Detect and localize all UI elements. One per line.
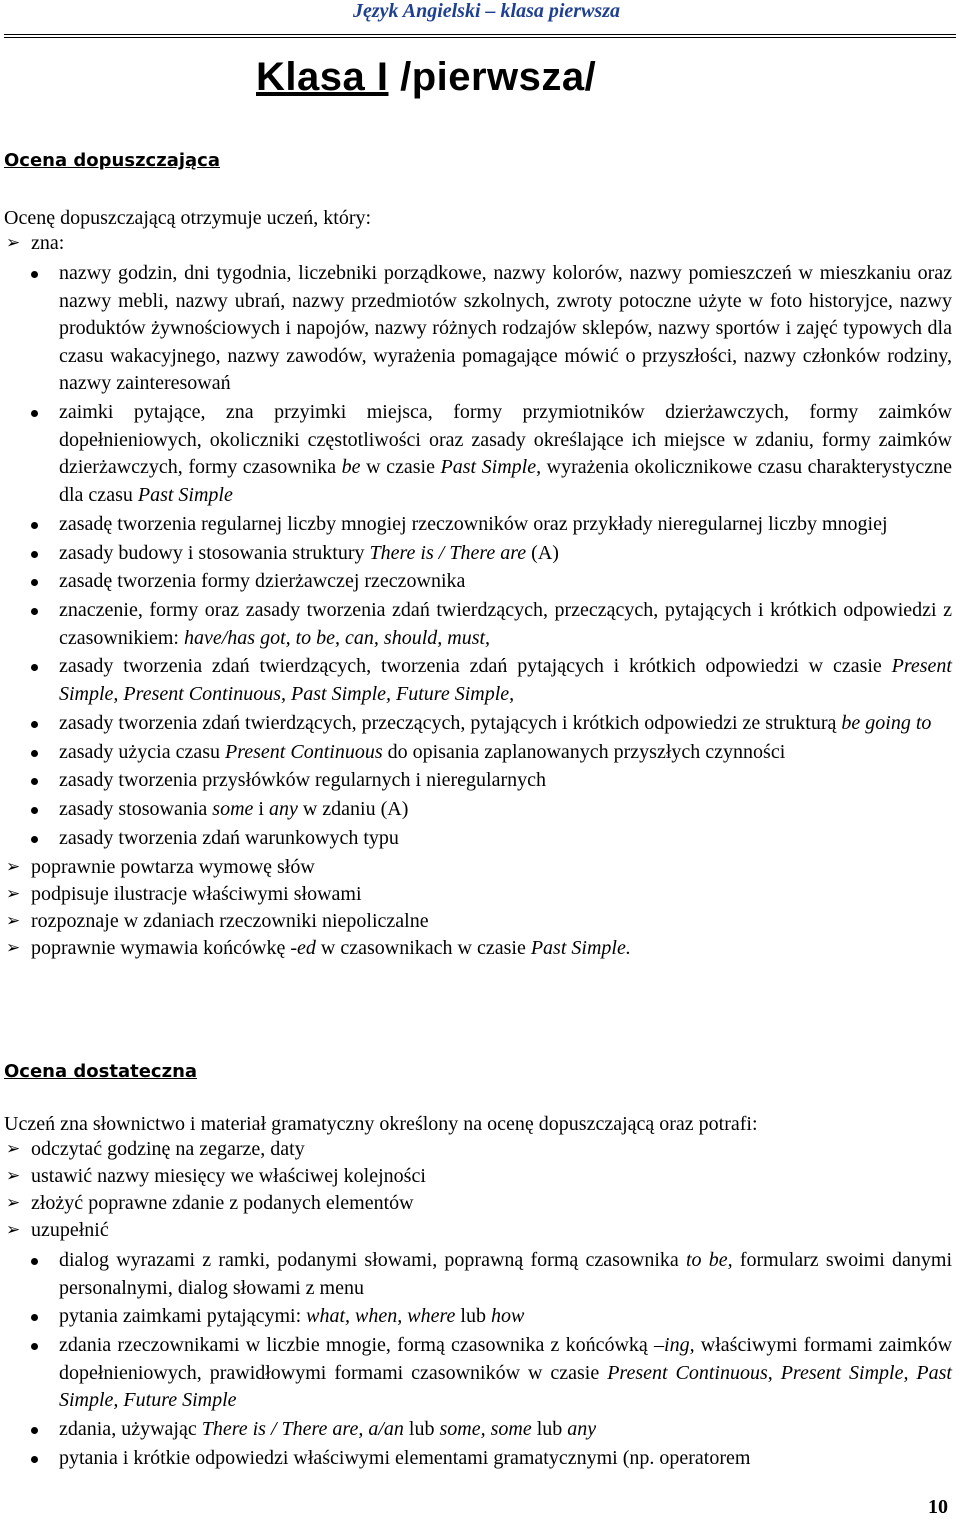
list-item-text: formularz swoimi danymi personalnymi, dialog słowami z menu: [59, 1249, 953, 1299]
arrow-item: [0, 935, 952, 962]
list-item-text: zaimki pytające, zna przyimki miejsca, formy przymiotników dzierżawczych, formy zaimków dopełnieniowych, okoliczniki częstotliwości oraz zasady określające ich miejsce w zdaniu, formy zaimków dzierżawczych, formy czasownika: [59, 401, 952, 479]
dot-bullet-icon: [31, 1343, 38, 1350]
list-item: [0, 540, 952, 568]
list-item-text: pytania zaimkami pytającymi:: [59, 1305, 307, 1328]
arrow-item-text: w czasownikach w czasie: [315, 936, 531, 959]
arrow-item-text: ustawić nazwy miesięcy we właściwej kolejności: [31, 1165, 426, 1187]
list-item-text: lub: [403, 1418, 440, 1441]
list-item: [0, 739, 952, 767]
list-item-text: (A): [526, 541, 559, 564]
arrow-item-text: zna:: [31, 232, 65, 254]
arrow-item-text: odczytać godzinę na zegarze, daty: [31, 1138, 305, 1160]
arrow-item: [0, 908, 952, 935]
list-item-text: zasady użycia czasu: [59, 740, 226, 763]
section-heading-dopuszczajaca: Ocena dopuszczająca: [4, 150, 220, 171]
arrow-item-zna: [0, 230, 952, 257]
list-item-italic: There is / There are, a/an: [201, 1418, 404, 1441]
dot-bullet-icon: [31, 721, 38, 728]
list-item: [0, 653, 952, 708]
list-item-italic: be going to: [841, 711, 932, 734]
list-item-italic: Past Simple: [137, 483, 233, 506]
list-item-italic: some: [212, 798, 254, 821]
zna-bullet-list: [0, 260, 952, 853]
list-item: [0, 825, 952, 853]
uzupelnic-bullet-list: [0, 1247, 952, 1473]
list-item-text: znaczenie, formy oraz zasady tworzenia zdań twierdzących, przeczących, pytających i krótkich odpowiedzi z czasownikiem:: [59, 599, 952, 649]
dopuszczajaca-list: [0, 230, 952, 962]
arrow-item: [0, 1217, 952, 1244]
list-item: [0, 710, 952, 738]
arrow-bullet-icon: ➢: [6, 856, 21, 877]
intro-dopuszczajaca: Ocenę dopuszczającą otrzymuje uczeń, który:: [4, 207, 372, 229]
list-item: [0, 1445, 952, 1473]
list-item-text: zasady tworzenia zdań warunkowych typu: [59, 826, 399, 849]
dot-bullet-icon: [31, 1258, 38, 1265]
list-item-text: wyrażenia okolicznikowe czasu charakterystyczne dla czasu: [59, 456, 953, 506]
list-item-text: lub: [531, 1418, 568, 1441]
arrow-item-text: uzupełnić: [31, 1219, 109, 1241]
list-item-text: w zdaniu (A): [297, 798, 409, 821]
dostateczna-list: [0, 1136, 952, 1474]
list-item-italic: There is / There are: [369, 541, 527, 564]
list-item: [0, 597, 952, 652]
dot-bullet-icon: [31, 1314, 38, 1321]
arrow-item: [0, 1136, 952, 1163]
arrow-bullet-icon: ➢: [6, 1193, 21, 1213]
arrow-bullet-icon: ➢: [6, 910, 21, 931]
dot-bullet-icon: [31, 778, 38, 785]
list-item: [0, 260, 952, 398]
page-title: [256, 55, 596, 100]
arrow-bullet-icon: ➢: [6, 1220, 21, 1240]
list-item-italic: Present Continuous, Present Simple, Past Simple, Future Simple: [59, 1361, 952, 1412]
arrow-item: [0, 1190, 952, 1217]
arrow-bullet-icon: ➢: [6, 883, 21, 904]
list-item: [0, 1332, 952, 1415]
dot-bullet-icon: [31, 836, 38, 843]
list-item-text: dialog wyrazami z ramki, podanymi słowami, poprawną formą czasownika: [59, 1249, 686, 1271]
intro-dostateczna: Uczeń zna słownictwo i materiał gramatyczny określony na ocenę dopuszczającą oraz potrafi:: [4, 1113, 758, 1135]
arrow-item: [0, 881, 952, 908]
arrow-item-text: podpisuje ilustracje właściwymi słowami: [31, 882, 362, 905]
dot-bullet-icon: [31, 608, 38, 615]
section-heading-dostateczna: Ocena dostateczna: [4, 1061, 198, 1082]
dot-bullet-icon: [31, 807, 38, 814]
page-title-part1: Klasa I: [256, 55, 389, 99]
arrow-bullet-icon: ➢: [6, 233, 21, 253]
list-item-italic: Present Simple, Present Continuous, Past Simple, Future Simple,: [59, 655, 952, 706]
list-item: [0, 1416, 952, 1444]
list-item-italic: Present Continuous: [225, 740, 383, 763]
dot-bullet-icon: [31, 551, 38, 558]
dot-bullet-icon: [31, 664, 38, 671]
dot-bullet-icon: [31, 410, 38, 417]
list-item-text: nazwy godzin, dni tygodnia, liczebniki porządkowe, nazwy kolorów, nazwy pomieszczeń w mieszkaniu oraz nazwy mebli, nazwy ubrań, nazwy przedmiotów szkolnych, zwroty potoczne użyte w foto historyjce, nazwy produktów żywnościowych i napojów, nazwy różnych rodzajów sklepów, nazwy sportów i zajęć typowych dla czasu wakacyjnego, nazwy zawodów, wyrażenia pomagające mówić o przyszłości, nazwy członków rodziny, nazwy zainteresowań: [59, 262, 952, 395]
list-item: [0, 796, 952, 824]
dot-bullet-icon: [31, 271, 38, 278]
list-item-italic: any: [268, 798, 298, 821]
page-number: 10: [928, 1496, 948, 1518]
list-item-italic: –ing,: [654, 1334, 695, 1357]
list-item-text: do opisania zaplanowanych przyszłych czynności: [382, 740, 786, 763]
arrow-bullet-icon: ➢: [6, 1166, 21, 1186]
arrow-item-text: poprawnie wymawia końcówkę: [31, 936, 291, 959]
arrow-item: [0, 1163, 952, 1190]
header-rule: [4, 34, 956, 38]
arrow-item-italic: Past Simple.: [530, 936, 631, 959]
page-title-part2: /pierwsza/: [388, 55, 597, 99]
arrow-item-text: rozpoznaje w zdaniach rzeczowniki niepoliczalne: [31, 909, 429, 932]
list-item-text: w czasie: [360, 456, 441, 479]
list-item-text: właściwymi formami zaimków dopełnieniowych, prawidłowymi formami czasowników w czasie: [59, 1334, 953, 1384]
list-item: [0, 399, 952, 509]
list-item-text: zasady tworzenia przysłówków regularnych i nieregularnych: [59, 769, 547, 792]
list-item-italic: how: [490, 1305, 525, 1328]
dot-bullet-icon: [31, 1456, 38, 1463]
list-item-italic: Past Simple,: [440, 456, 542, 479]
list-item: [0, 1303, 952, 1331]
list-item-italic: to be,: [685, 1249, 733, 1271]
list-item-text: zasady stosowania: [59, 798, 213, 821]
list-item-italic: have/has got, to be, can, should, must,: [183, 626, 491, 649]
list-item-text: zasady budowy i stosowania struktury: [59, 541, 370, 564]
dot-bullet-icon: [31, 579, 38, 586]
list-item-text: zasady tworzenia zdań twierdzących, przeczących, pytających i krótkich odpowiedzi ze strukturą: [59, 711, 842, 734]
list-item-italic: some, some: [439, 1418, 532, 1441]
list-item: [0, 767, 952, 795]
list-item-italic: any: [567, 1418, 597, 1441]
list-item-text: zasady tworzenia zdań twierdzących, tworzenia zdań pytających i krótkich odpowiedzi w czasie: [59, 655, 892, 678]
running-header: Język Angielski – klasa pierwsza: [352, 0, 620, 22]
list-item-text: pytania i krótkie odpowiedzi właściwymi elementami gramatycznymi (np. operatorem: [59, 1446, 751, 1469]
list-item-italic: be: [341, 456, 361, 479]
list-item-text: i: [253, 798, 269, 821]
list-item-italic: what, when, where: [306, 1305, 456, 1328]
dot-bullet-icon: [31, 522, 38, 529]
list-item-text: zdania rzeczownikami w liczbie mnogie, formą czasownika z końcówką: [59, 1334, 655, 1357]
list-item-text: zasadę tworzenia regularnej liczby mnogiej rzeczowników oraz przykłady nieregularnej liczby mnogiej: [59, 512, 888, 535]
arrow-item-text: poprawnie powtarza wymowę słów: [31, 855, 315, 878]
list-item-text: zasadę tworzenia formy dzierżawczej rzeczownika: [59, 570, 466, 593]
arrow-item-text: złożyć poprawne zdanie z podanych elementów: [31, 1192, 414, 1214]
dot-bullet-icon: [31, 750, 38, 757]
arrow-item-italic: -ed: [290, 936, 316, 959]
list-item: [0, 568, 952, 596]
list-item: [0, 1247, 952, 1302]
list-item-text: lub: [455, 1305, 491, 1328]
arrow-item: [0, 854, 952, 881]
list-item-text: zdania, używając: [59, 1418, 202, 1441]
arrow-bullet-icon: ➢: [6, 1139, 21, 1159]
arrow-bullet-icon: ➢: [6, 937, 21, 958]
dot-bullet-icon: [31, 1427, 38, 1434]
list-item: [0, 511, 952, 539]
